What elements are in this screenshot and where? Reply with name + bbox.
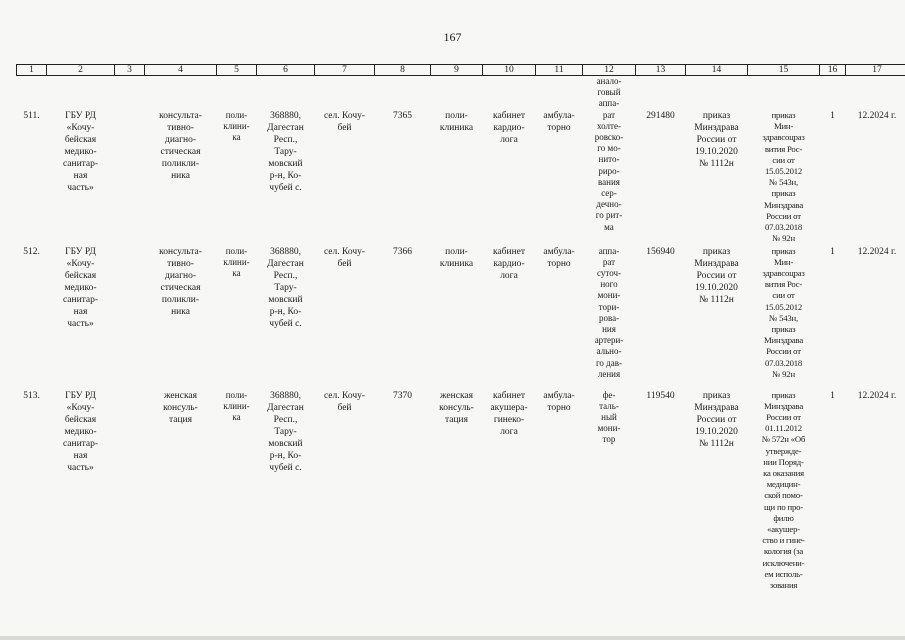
col-header-8: 8	[375, 65, 431, 76]
table-row	[17, 76, 905, 246]
code: 7370	[393, 390, 412, 401]
col-header-10: 10	[483, 65, 536, 76]
settlement: сел. Кочу- бей	[323, 246, 366, 269]
order-reference: приказ Минздрава России от 19.10.2020 № 1112н	[694, 246, 739, 305]
col-header-16: 16	[820, 65, 846, 76]
room: кабинет кардио- лога	[492, 111, 526, 145]
facility-type: поли- клини- ка	[223, 389, 250, 422]
room: кабинет акушера- гинеко- лога	[490, 390, 528, 437]
price: 156940	[646, 246, 675, 257]
settlement: сел. Кочу- бей	[323, 111, 366, 133]
address: 368880, Дагестан Респ., Тару- мовский р-н, Ко- чубей с.	[267, 111, 304, 193]
col-header-12: 12	[583, 65, 636, 76]
code: 7365	[393, 111, 412, 121]
legal-basis: приказ Мин- здравсоцраз вития Рос- сии от 15.05.2012 № 543н, приказ Минздрава России от 07.03.2018 № 92н	[762, 245, 805, 379]
quantity: 1	[830, 390, 835, 401]
care-mode: амбула- торно	[543, 246, 575, 269]
col-header-14: 14	[686, 65, 748, 76]
table-row	[17, 246, 905, 390]
col-header-7: 7	[315, 65, 375, 76]
division-name: консульта- тивно- диагно- стическая поликли- ника	[159, 111, 202, 181]
col-header-1: 1	[17, 65, 47, 76]
due-date: 12.2024 г.	[857, 390, 897, 401]
col-header-5: 5	[217, 65, 257, 76]
organization-name: ГБУ РД «Кочу- бейская медико- санитар- ная часть»	[62, 111, 99, 193]
facility-type: поли- клини- ка	[223, 245, 250, 278]
quantity: 1	[830, 246, 835, 257]
equipment-register-table	[16, 64, 905, 625]
col-header-9: 9	[431, 65, 483, 76]
unit: поли- клиника	[439, 246, 474, 269]
equipment-name: аппа- рат суточ- ного мони- тори- рова- ния артери- ально- го дав- ления	[594, 245, 624, 379]
col-header-17: 17	[846, 65, 905, 76]
organization-name: ГБУ РД «Кочу- бейская медико- санитар- ная часть»	[62, 246, 99, 329]
row-number: 513.	[23, 390, 40, 401]
column-3-cell	[115, 246, 145, 390]
division-name: женская консуль- тация	[163, 390, 198, 425]
row-number: 511.	[23, 111, 40, 121]
page-number: 167	[443, 30, 462, 44]
equipment-name: анало- говый аппа- рат холте- ровско- го мо- нито- риро- вания сер- дечно- го рит- ма	[594, 76, 624, 232]
order-reference: приказ Минздрава России от 19.10.2020 № 1112н	[694, 390, 739, 449]
address: 368880, Дагестан Респ., Тару- мовский р-н, Ко- чубей с.	[267, 246, 304, 329]
unit: поли- клиника	[439, 111, 474, 133]
order-reference: приказ Минздрава России от 19.10.2020 № 1112н	[694, 111, 739, 169]
code: 7366	[393, 246, 412, 257]
legal-basis: приказ Минздрава России от 01.11.2012 № 572н «Об утвержде- нии Поряд- ка оказания медицин- ской помо- щи по про- филю «акушер- ство и гине- кология (за исключени- ем исполь- зования	[761, 389, 806, 590]
col-header-15: 15	[748, 65, 820, 76]
unit: женская консуль- тация	[439, 390, 474, 425]
column-3-cell	[115, 390, 145, 625]
care-mode: амбула- торно	[543, 390, 575, 413]
price: 119540	[646, 390, 675, 401]
col-header-4: 4	[145, 65, 217, 76]
col-header-3: 3	[115, 65, 145, 76]
organization-name: ГБУ РД «Кочу- бейская медико- санитар- ная часть»	[62, 390, 99, 473]
room: кабинет кардио- лога	[492, 246, 526, 281]
col-header-13: 13	[636, 65, 686, 76]
settlement: сел. Кочу- бей	[323, 390, 366, 413]
price: 291480	[646, 111, 675, 121]
column-3-cell	[115, 76, 145, 246]
equipment-name: фе- таль- ный мони- тор	[597, 389, 621, 445]
col-header-2: 2	[47, 65, 115, 76]
col-header-6: 6	[257, 65, 315, 76]
column-number-row	[17, 65, 905, 76]
quantity: 1	[830, 111, 835, 121]
row-number: 512.	[23, 246, 40, 257]
due-date: 12.2024 г.	[857, 246, 897, 257]
legal-basis: приказ Мин- здравсоцраз вития Рос- сии от 15.05.2012 № 543н, приказ Минздрава России от 07.03.2018 № 92н	[762, 110, 805, 244]
care-mode: амбула- торно	[543, 111, 575, 133]
scan-edge	[0, 636, 905, 640]
due-date: 12.2024 г.	[857, 111, 897, 121]
address: 368880, Дагестан Респ., Тару- мовский р-н, Ко- чубей с.	[267, 390, 304, 473]
facility-type: поли- клини- ка	[223, 110, 250, 143]
division-name: консульта- тивно- диагно- стическая поликли- ника	[159, 246, 202, 317]
table-row	[17, 390, 905, 625]
col-header-11: 11	[536, 65, 583, 76]
